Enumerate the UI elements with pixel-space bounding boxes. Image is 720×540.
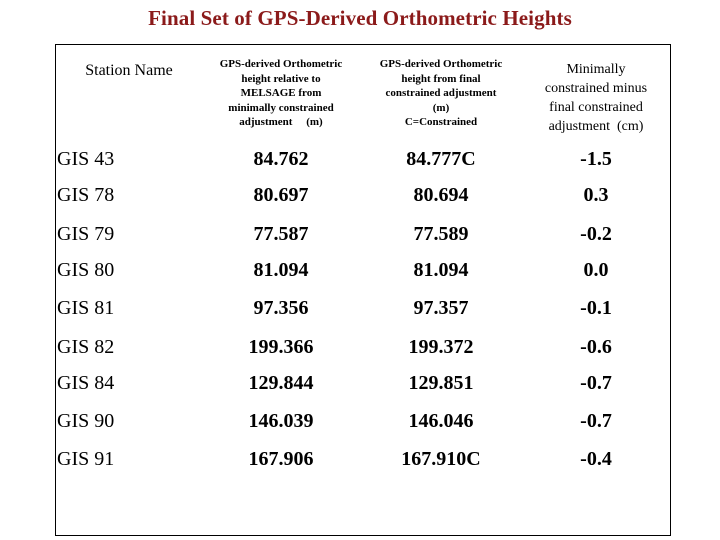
minimal-height-cell: 77.587 [253, 223, 309, 245]
table-row [0, 365, 720, 401]
header-line: constrained adjustment [385, 87, 497, 100]
station-name-cell: GIS 81 [57, 297, 115, 319]
header-line: constrained minus [544, 81, 648, 96]
header-minimal-constrained-height [206, 57, 356, 130]
final-height-cell: 199.372 [408, 336, 474, 358]
header-line: adjustment (cm) [548, 119, 644, 134]
difference-cell: -1.5 [580, 148, 612, 170]
minimal-height-cell: 84.762 [253, 148, 309, 170]
header-final-constrained-height [366, 57, 516, 130]
table-row [0, 329, 720, 365]
final-height-cell: 97.357 [413, 297, 469, 319]
minimal-height-cell: 167.906 [248, 448, 314, 470]
table-row [0, 441, 720, 477]
final-height-cell: 77.589 [413, 223, 469, 245]
difference-cell: -0.7 [580, 410, 612, 432]
final-height-cell: 84.777C [406, 148, 476, 170]
header-line: (m) [432, 101, 450, 114]
minimal-height-cell: 129.844 [248, 372, 314, 394]
page-title: Final Set of GPS-Derived Orthometric Heights [148, 6, 572, 30]
minimal-height-cell: 146.039 [248, 410, 314, 432]
final-height-cell: 80.694 [413, 184, 469, 206]
final-height-cell: 167.910C [401, 448, 481, 470]
header-line: GPS-derived Orthometric [219, 58, 343, 70]
minimal-height-cell: 80.697 [253, 184, 309, 206]
header-line: final constrained [549, 100, 643, 115]
table-row [0, 403, 720, 439]
station-name-cell: GIS 43 [57, 148, 115, 170]
header-line: GPS-derived Orthometric [379, 58, 503, 70]
table-row [0, 177, 720, 213]
header-line: minimally constrained [228, 101, 334, 114]
difference-cell: -0.4 [580, 448, 612, 470]
header-line: MELSAGE from [240, 87, 322, 100]
header-difference-cm [530, 60, 662, 136]
table-row [0, 252, 720, 288]
header-line: height relative to [241, 72, 321, 85]
minimal-height-cell: 199.366 [248, 336, 314, 358]
difference-cell: 0.3 [583, 184, 609, 206]
table-row [0, 290, 720, 326]
header-station-name: Station Name [85, 62, 173, 79]
minimal-height-cell: 97.356 [253, 297, 309, 319]
station-name-cell: GIS 90 [57, 410, 115, 432]
header-line: height from final [401, 72, 481, 85]
difference-cell: -0.6 [580, 336, 612, 358]
minimal-height-cell: 81.094 [253, 259, 309, 281]
difference-cell: -0.1 [580, 297, 612, 319]
header-line: adjustment (m) [239, 116, 323, 129]
table-row [0, 216, 720, 252]
final-height-cell: 146.046 [408, 410, 474, 432]
station-name-cell: GIS 84 [57, 372, 115, 394]
difference-cell: 0.0 [583, 259, 609, 281]
station-name-cell: GIS 82 [57, 336, 115, 358]
header-line: Minimally [566, 62, 626, 77]
header-line: C=Constrained [404, 116, 478, 129]
station-name-cell: GIS 78 [57, 184, 115, 206]
final-height-cell: 129.851 [408, 372, 474, 394]
station-name-cell: GIS 91 [57, 448, 115, 470]
final-height-cell: 81.094 [413, 259, 469, 281]
table-row [0, 141, 720, 177]
station-name-cell: GIS 80 [57, 259, 115, 281]
difference-cell: -0.7 [580, 372, 612, 394]
difference-cell: -0.2 [580, 223, 612, 245]
station-name-cell: GIS 79 [57, 223, 115, 245]
